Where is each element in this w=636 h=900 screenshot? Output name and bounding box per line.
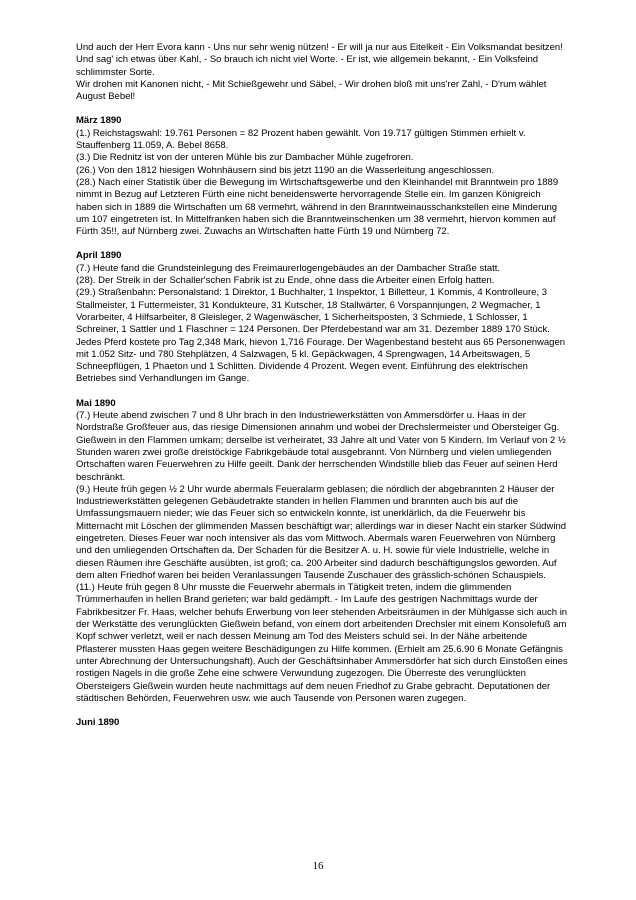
- entry: (7.) Heute fand die Grundsteinlegung des Freimaurerlogengebäudes an der Dambacher Straße statt.: [76, 262, 501, 274]
- poem-line: Wir drohen mit Kanonen nicht, - Mit Schießgewehr und Säbel, - Wir drohen bloß mit uns'rer Zahl, - D'rum wählet August Bebel!: [76, 78, 547, 103]
- entry: (28). Der Streik in der Schaller'schen Fabrik ist zu Ende, ohne dass die Arbeiter einen Erfolg hatten.: [76, 275, 495, 287]
- entry: (28.) Nach einer Statistik über die Bewegung im Wirtschaftsgewerbe und den Kleinhandel mit Branntwein pro 1889 nimmt in Bezug auf Letzteren Fürth eine nicht beneidenswerte hervorragende Stelle ein. Im ganzen Königreich haben sich in 1889 die Wirtschaften um 68 vermehrt, während in den Branntweinausschankstellen eine Minderung um 107 eingetreten ist. In Mittelfranken haben sich die Branntweinschenken um 38 vermehrt, hiervon kommen auf Fürth 35!!, auf Nürnberg zwei. Zuwachs an Wirtschaften hatte Fürth 19 und Nürnberg 72.: [76, 176, 559, 238]
- page-number: 16: [312, 860, 324, 872]
- poem-line: Und sag' ich etwas über Kahl, - So brauch ich nicht viel Worte. - Er ist, wie allgemein bekannt, - Ein Volksfeind schlimmster Sorte.: [76, 54, 539, 78]
- entry: (26.) Von den 1812 hiesigen Wohnhäusern sind bis jetzt 1190 an die Wasserleitung angeschlossen.: [76, 164, 495, 176]
- section-heading-juni: Juni 1890: [76, 717, 120, 729]
- entry: (9.) Heute früh gegen ½ 2 Uhr wurde abermals Feueralarm geblasen; die nördlich der abgebrannten 2 Häuser der Industriewerkstätten gelegenen Gebäudetrakte standen in hellen Flammen und brannten auch bis auf die Umfassungsmauern nieder; wie das Feuer sich so entwickeln konnte, ist unerklärlich, da die Feuerwehr bis Mitternacht mit Löschen der glimmenden Massen beschäftigt war; allerdings war in dieser Nacht ein starker Südwind eingetreten. Dieses Feuer war noch intensiver als das vom Mittwoch. Abermals waren Feuerwehren von Nürnberg und den umliegenden Ortschaften da. Der Schaden für die Besitzer A. u. H. sowie für viele Industrielle, welche in diesen Räumen ihre Geschäfte ausübten, ist groß; ca. 200 Arbeiter sind dadurch beschäftigungslos geworden. Auf dem alten Friedhof waren bei beiden Veranlassungen Tausende Zuschauer des grässlich-schönen Schauspiels.: [76, 483, 567, 581]
- entry: (1.) Reichstagswahl: 19.761 Personen = 82 Prozent haben gewählt. Von 19.717 gültigen Stimmen erhielt v. Stauffenberg 11.059, A. Bebel 8658.: [76, 127, 526, 152]
- entry: (7.) Heute abend zwischen 7 und 8 Uhr brach in den Industriewerkstätten von Ammersdörfer u. Haas in der Nordstraße Großfeuer aus, das riesige Dimensionen annahm und wobei der Drechslermeister und Obersteiger Gg. Gießwein in den Flammen umkam; derselbe ist verheiratet, 33 Jahre alt und Vater von 5 Kindern. Im Verlauf von 2 ½ Stunden waren zwei große dreistöckige Fabrikgebäude total ausgebrannt. Von Nürnberg und vielen umliegenden Ortschaften waren Feuerwehren zu Hilfe geeilt. Dank der herrschenden Windstille blieb das Feuer auf seinen Herd beschränkt.: [76, 410, 566, 483]
- section-heading-maerz: März 1890: [76, 115, 122, 127]
- poem-block: [76, 42, 568, 103]
- entry: (11.) Heute früh gegen 8 Uhr musste die Feuerwehr abermals in Tätigkeit treten, indem die glimmenden Trümmerhaufen in hellen Brand gerieten; war bald gedämpft. - Im Laufe des gestrigen Nachmittags wurde der Fabrikbesitzer Fr. Haas, welcher behufs Erwerbung von leer stehenden Arbeitsräumen in der Mühlgasse sich auch in der Werkstätte des verunglückten Gießwein befand, von einem dort arbeitenden Drechsler mit einem Konsolefuß am Kopf schwer verletzt, weil er nach dessen Meinung am Tod des Meisters schuld sei. In der Nähe arbeitende Pflasterer mussten Haas gegen weitere Beschädigungen zu Hilfe kommen. (Erhielt am 25.6.90 6 Monate Gefängnis unter Abrechnung der Untersuchungshaft). Auch der Geschäftsinhaber Ammersdörfer hat sich durch Einstoßen eines rostigen Nagels in die große Zehe eine schwere Verwundung zugezogen. Die Überreste des verunglückten Obersteigers Gießwein wurden heute nachmittags auf dem neuen Friedhof zu Grabe gebracht. Deputationen der städtischen Behörden, Feuerwehren usw. wie auch Tausende von Personen waren zugegen.: [76, 582, 568, 704]
- entry: (29.) Straßenbahn: Personalstand: 1 Direktor, 1 Buchhalter, 1 Inspektor, 1 Billetteur, 1 Kommis, 4 Kontrolleure, 3 Stallmeister, 1 Futtermeister, 31 Kondukteure, 31 Kutscher, 18 Stallwärter, 6 Vorspannjungen, 2 Wegmacher, 1 Vorarbeiter, 4 Hilfsarbeiter, 8 Gleisleger, 2 Wagenwäscher, 1 Sicherheitsposten, 3 Schmiede, 1 Schlosser, 1 Schreiner, 1 Sattler und 1 Flaschner = 124 Personen. Der Pferdebestand war am 31. Dezember 1889 170 Stück. Jedes Pferd kostete pro Tag 2,348 Mark, hievon 1,716 Fourage. Der Wagenbestand besteht aus 65 Personenwagen mit 1.052 Sitz- und 780 Stehplätzen, 4 Salzwagen, 5 kl. Gepäckwagen, 4 Sprengwagen, 14 Arbeitswagen, 5 Schneepflügen, 1 Phaeton und 1 Schlitten. Dividende 4 Prozent. Wegen event. Einführung des elektrischen Betriebes sind Verhandlungen im Gange.: [76, 287, 566, 385]
- section-entries-april: [76, 263, 568, 386]
- section-heading-mai: Mai 1890: [76, 397, 116, 409]
- entry: (3.) Die Rednitz ist von der unteren Mühle bis zur Dambacher Mühle zugefroren.: [76, 152, 414, 164]
- poem-line: Und auch der Herr Evora kann - Uns nur sehr wenig nützen! - Er will ja nur aus Eitelkeit - Ein Volksmandat besitzen!: [76, 42, 563, 53]
- document-page: [76, 42, 568, 729]
- section-entries-mai: [76, 410, 568, 705]
- section-entries-maerz: [76, 128, 568, 239]
- section-heading-april: April 1890: [76, 250, 122, 262]
